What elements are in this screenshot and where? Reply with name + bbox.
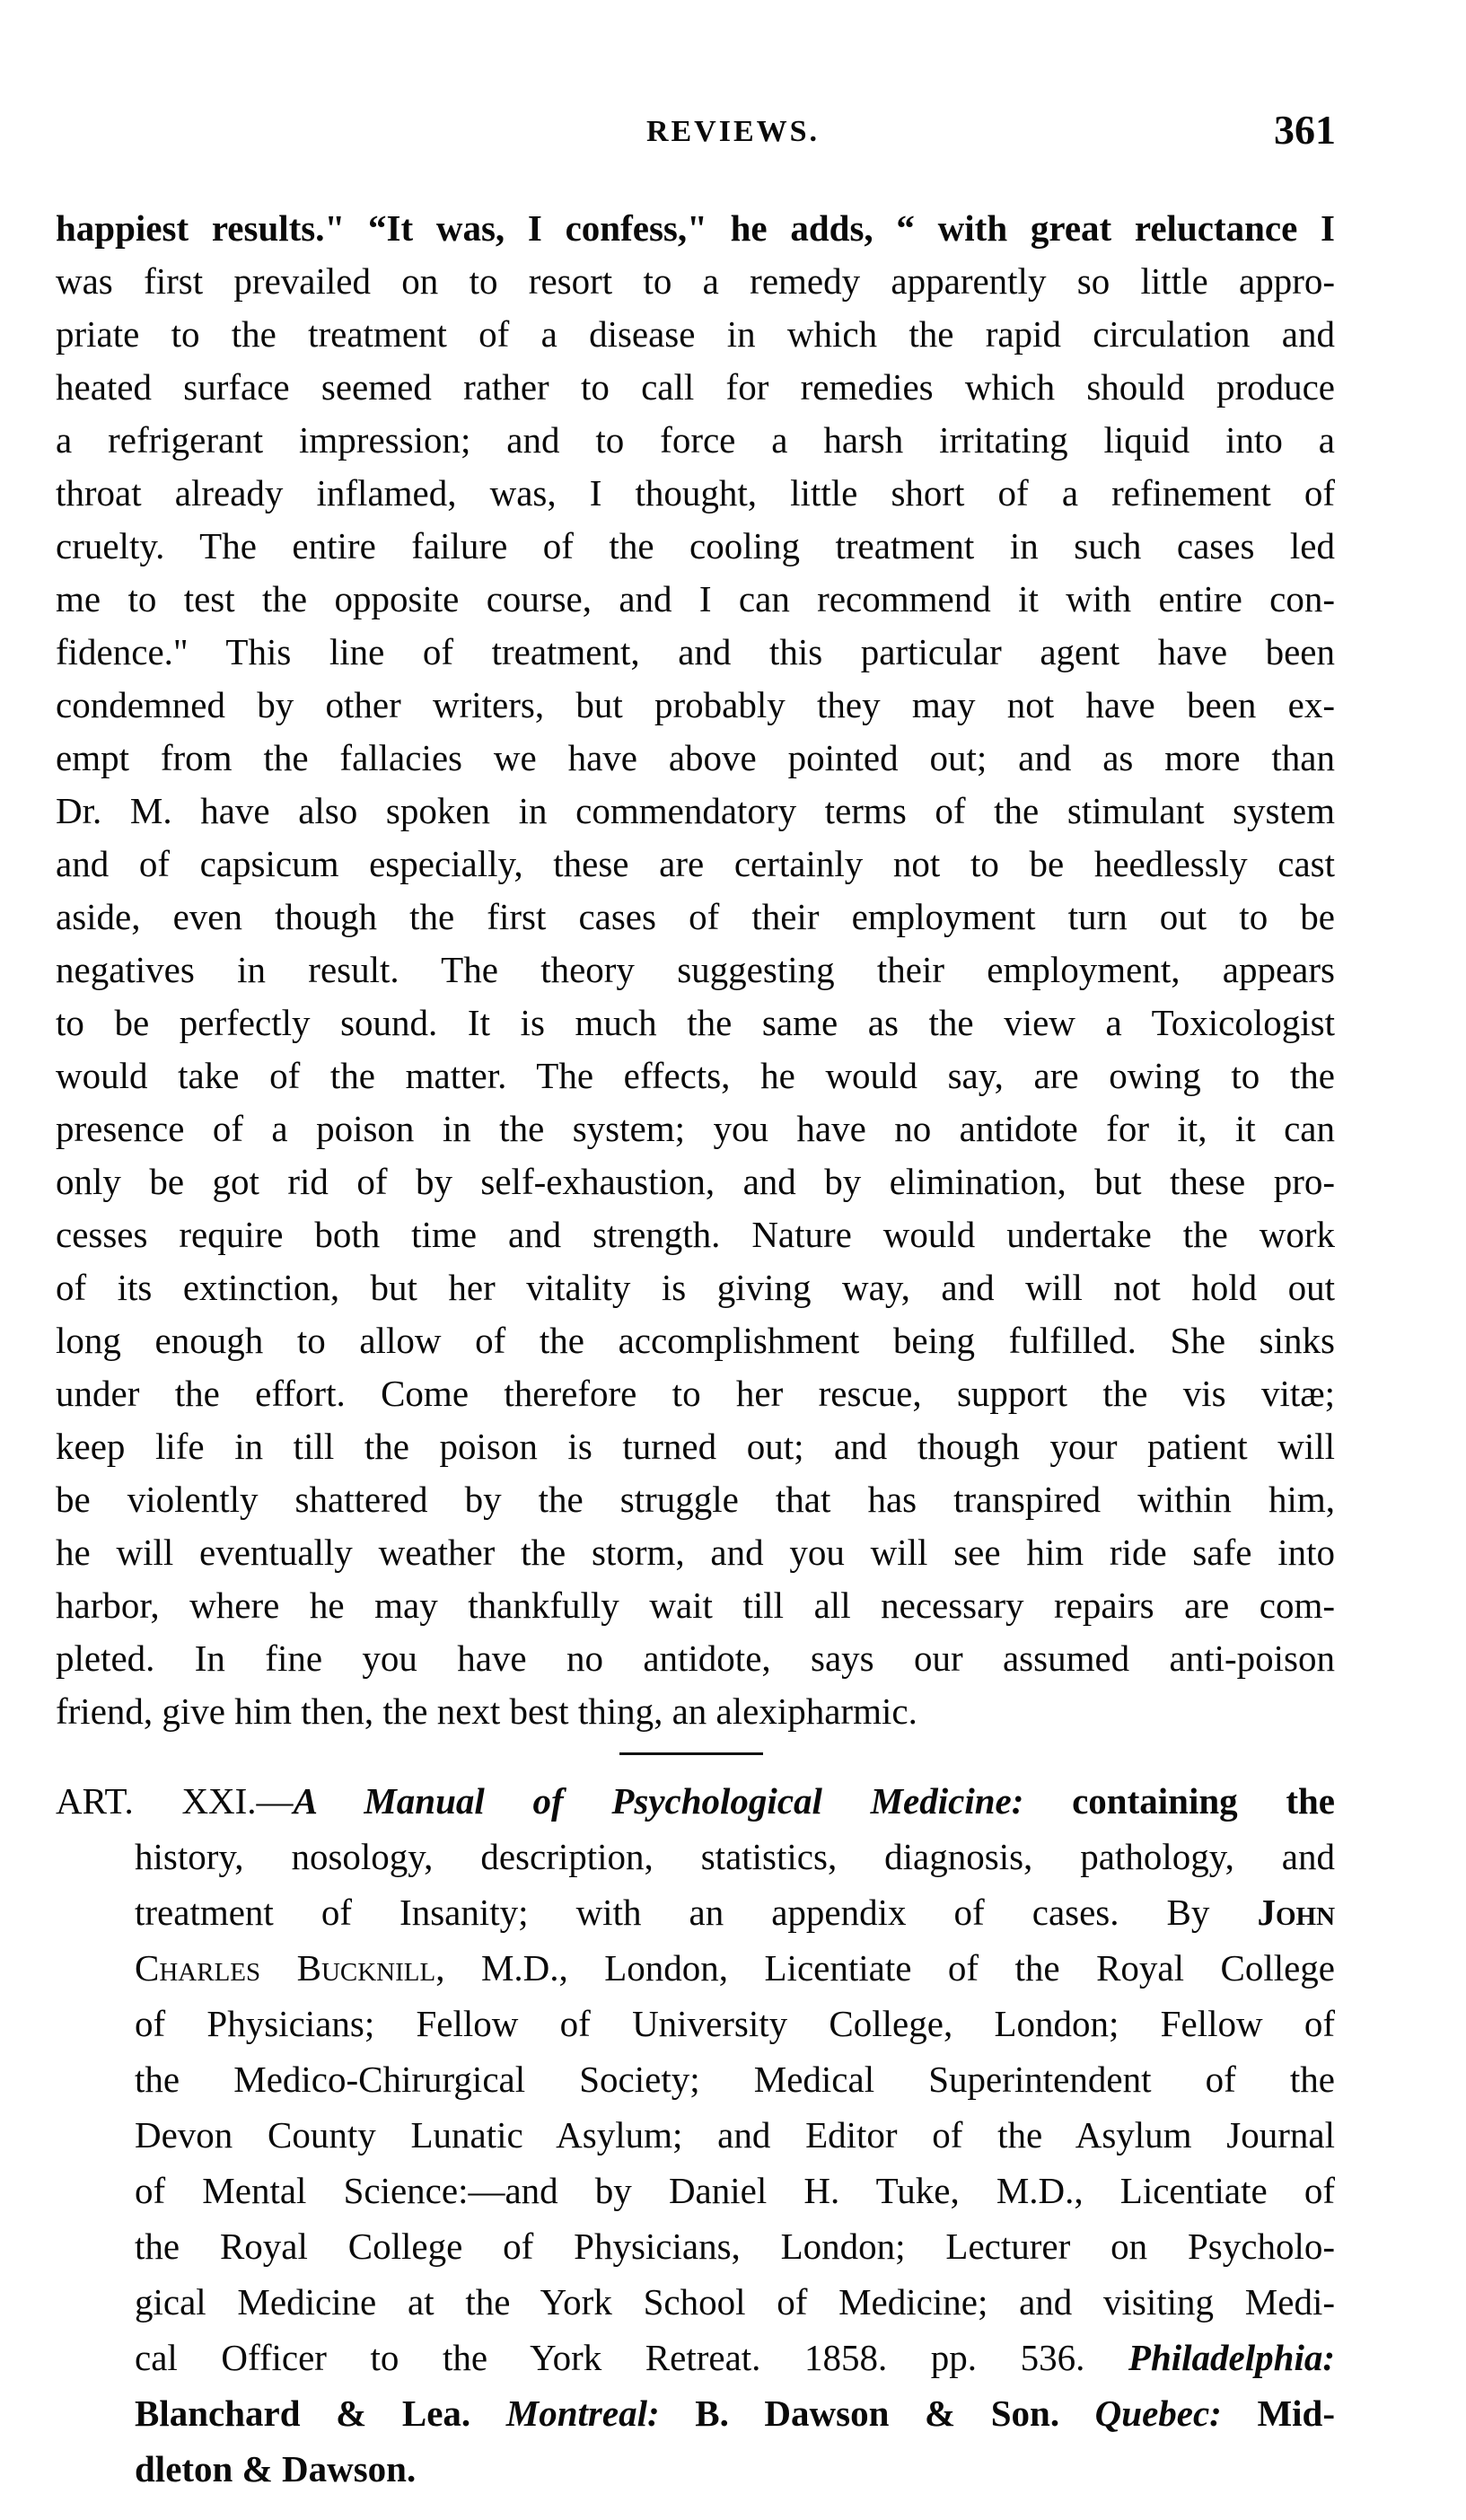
review-text: M.D., London, Licentiate of the Royal College [480, 1947, 1335, 1989]
text-line: and of capsicum especially, these are certainly not to be heedlessly cast [56, 843, 1335, 884]
page-number: 361 [1274, 107, 1336, 153]
review-line [56, 2385, 1335, 2441]
book-title: A Manual of Psychological Medicine: [293, 1780, 1024, 1822]
review-line: gical Medicine at the York School of Medicine; and visiting Medi- [135, 2281, 1335, 2322]
section-divider [619, 1752, 763, 1755]
text-line: to be perfectly sound. It is much the same as the view a Toxicologist [56, 1002, 1335, 1043]
text-line: was first prevailed on to resort to a remedy apparently so little appro- [56, 260, 1335, 302]
text-line: presence of a poison in the system; you have no antidote for it, it can [56, 1108, 1335, 1149]
text-line: aside, even though the first cases of their employment turn out to be [56, 896, 1335, 937]
text-line: throat already inflamed, was, I thought, little short of a refinement of [56, 472, 1335, 514]
text-line: condemned by other writers, but probably they may not have been ex- [56, 684, 1335, 725]
author-name: John [1257, 1892, 1335, 1933]
text-line: keep life in till the poison is turned out; and though your patient will [56, 1426, 1335, 1467]
text-line: negatives in result. The theory suggesting their employment, appears [56, 949, 1335, 990]
publisher-place: Montreal: [505, 2393, 660, 2434]
text-line: he will eventually weather the storm, and you will see him ride safe into [56, 1532, 1335, 1573]
running-head [0, 106, 1466, 160]
review-line: the Medico-Chirurgical Society; Medical Superintendent of the [135, 2059, 1335, 2100]
text-line: friend, give him then, the next best thing, an alexipharmic. [56, 1690, 917, 1732]
text-line: a refrigerant impression; and to force a harsh irritating liquid into a [56, 419, 1335, 461]
review-line: of Physicians; Fellow of University College, London; Fellow of [135, 2003, 1335, 2044]
text-line: cruelty. The entire failure of the cooling treatment in such cases led [56, 525, 1335, 566]
text-line: happiest results." “It was, I confess," he adds, “ with great reluctance I [56, 207, 1335, 249]
review-line: Devon County Lunatic Asylum; and Editor of the Asylum Journal [135, 2114, 1335, 2156]
publisher-place: Philadelphia: [1128, 2337, 1335, 2378]
text-line: cesses require both time and strength. Nature would undertake the work [56, 1214, 1335, 1255]
review-line [56, 2330, 1335, 2385]
text-line: priate to the treatment of a disease in which the rapid circulation and [56, 313, 1335, 355]
article-label: ART. XXI.— [56, 1780, 294, 1822]
publisher-place: Quebec: [1094, 2393, 1222, 2434]
text-line: pleted. In fine you have no antidote, says our assumed anti-poison [56, 1638, 1335, 1679]
text-line: fidence." This line of treatment, and this particular agent have been [56, 631, 1335, 672]
publisher: B. Dawson & Son. [695, 2393, 1060, 2434]
review-entry [56, 1773, 1335, 2497]
text-line: empt from the fallacies we have above pointed out; and as more than [56, 737, 1335, 778]
publisher: Blanchard & Lea. [135, 2393, 471, 2434]
text-line: long enough to allow of the accomplishment being fulfilled. She sinks [56, 1320, 1335, 1361]
text-line: be violently shattered by the struggle that has transpired within him, [56, 1479, 1335, 1520]
review-line [56, 1773, 1335, 1829]
review-text: Mid- [1257, 2393, 1335, 2434]
text-line: Dr. M. have also spoken in commendatory terms of the stimulant system [56, 790, 1335, 831]
review-line: of Mental Science:—and by Daniel H. Tuke, M.D., Licentiate of [135, 2170, 1335, 2211]
review-line [56, 1884, 1335, 1940]
review-text: containing the [1072, 1780, 1335, 1822]
text-line: me to test the opposite course, and I can recommend it with entire con- [56, 578, 1335, 619]
running-title: REVIEWS. [645, 115, 821, 148]
review-line: history, nosology, description, statistics, diagnosis, pathology, and [135, 1836, 1335, 1877]
review-text: treatment of Insanity; with an appendix of cases. By [135, 1892, 1210, 1933]
review-line: dleton & Dawson. [135, 2448, 417, 2489]
review-line [56, 1940, 1335, 1996]
text-line: of its extinction, but her vitality is giving way, and will not hold out [56, 1267, 1335, 1308]
text-line: harbor, where he may thankfully wait till all necessary repairs are com- [56, 1585, 1335, 1626]
body-paragraph [56, 202, 1335, 1738]
text-line: under the effort. Come therefore to her rescue, support the vis vitæ; [56, 1373, 1335, 1414]
review-line: the Royal College of Physicians, London; Lecturer on Psycholo- [135, 2226, 1335, 2267]
author-name: Charles Bucknill, [135, 1947, 445, 1989]
text-line: heated surface seemed rather to call for remedies which should produce [56, 366, 1335, 408]
review-text: cal Officer to the York Retreat. 1858. pp. 536. [135, 2337, 1085, 2378]
text-line: would take of the matter. The effects, he would say, are owing to the [56, 1055, 1335, 1096]
text-line: only be got rid of by self-exhaustion, and by elimination, but these pro- [56, 1161, 1335, 1202]
